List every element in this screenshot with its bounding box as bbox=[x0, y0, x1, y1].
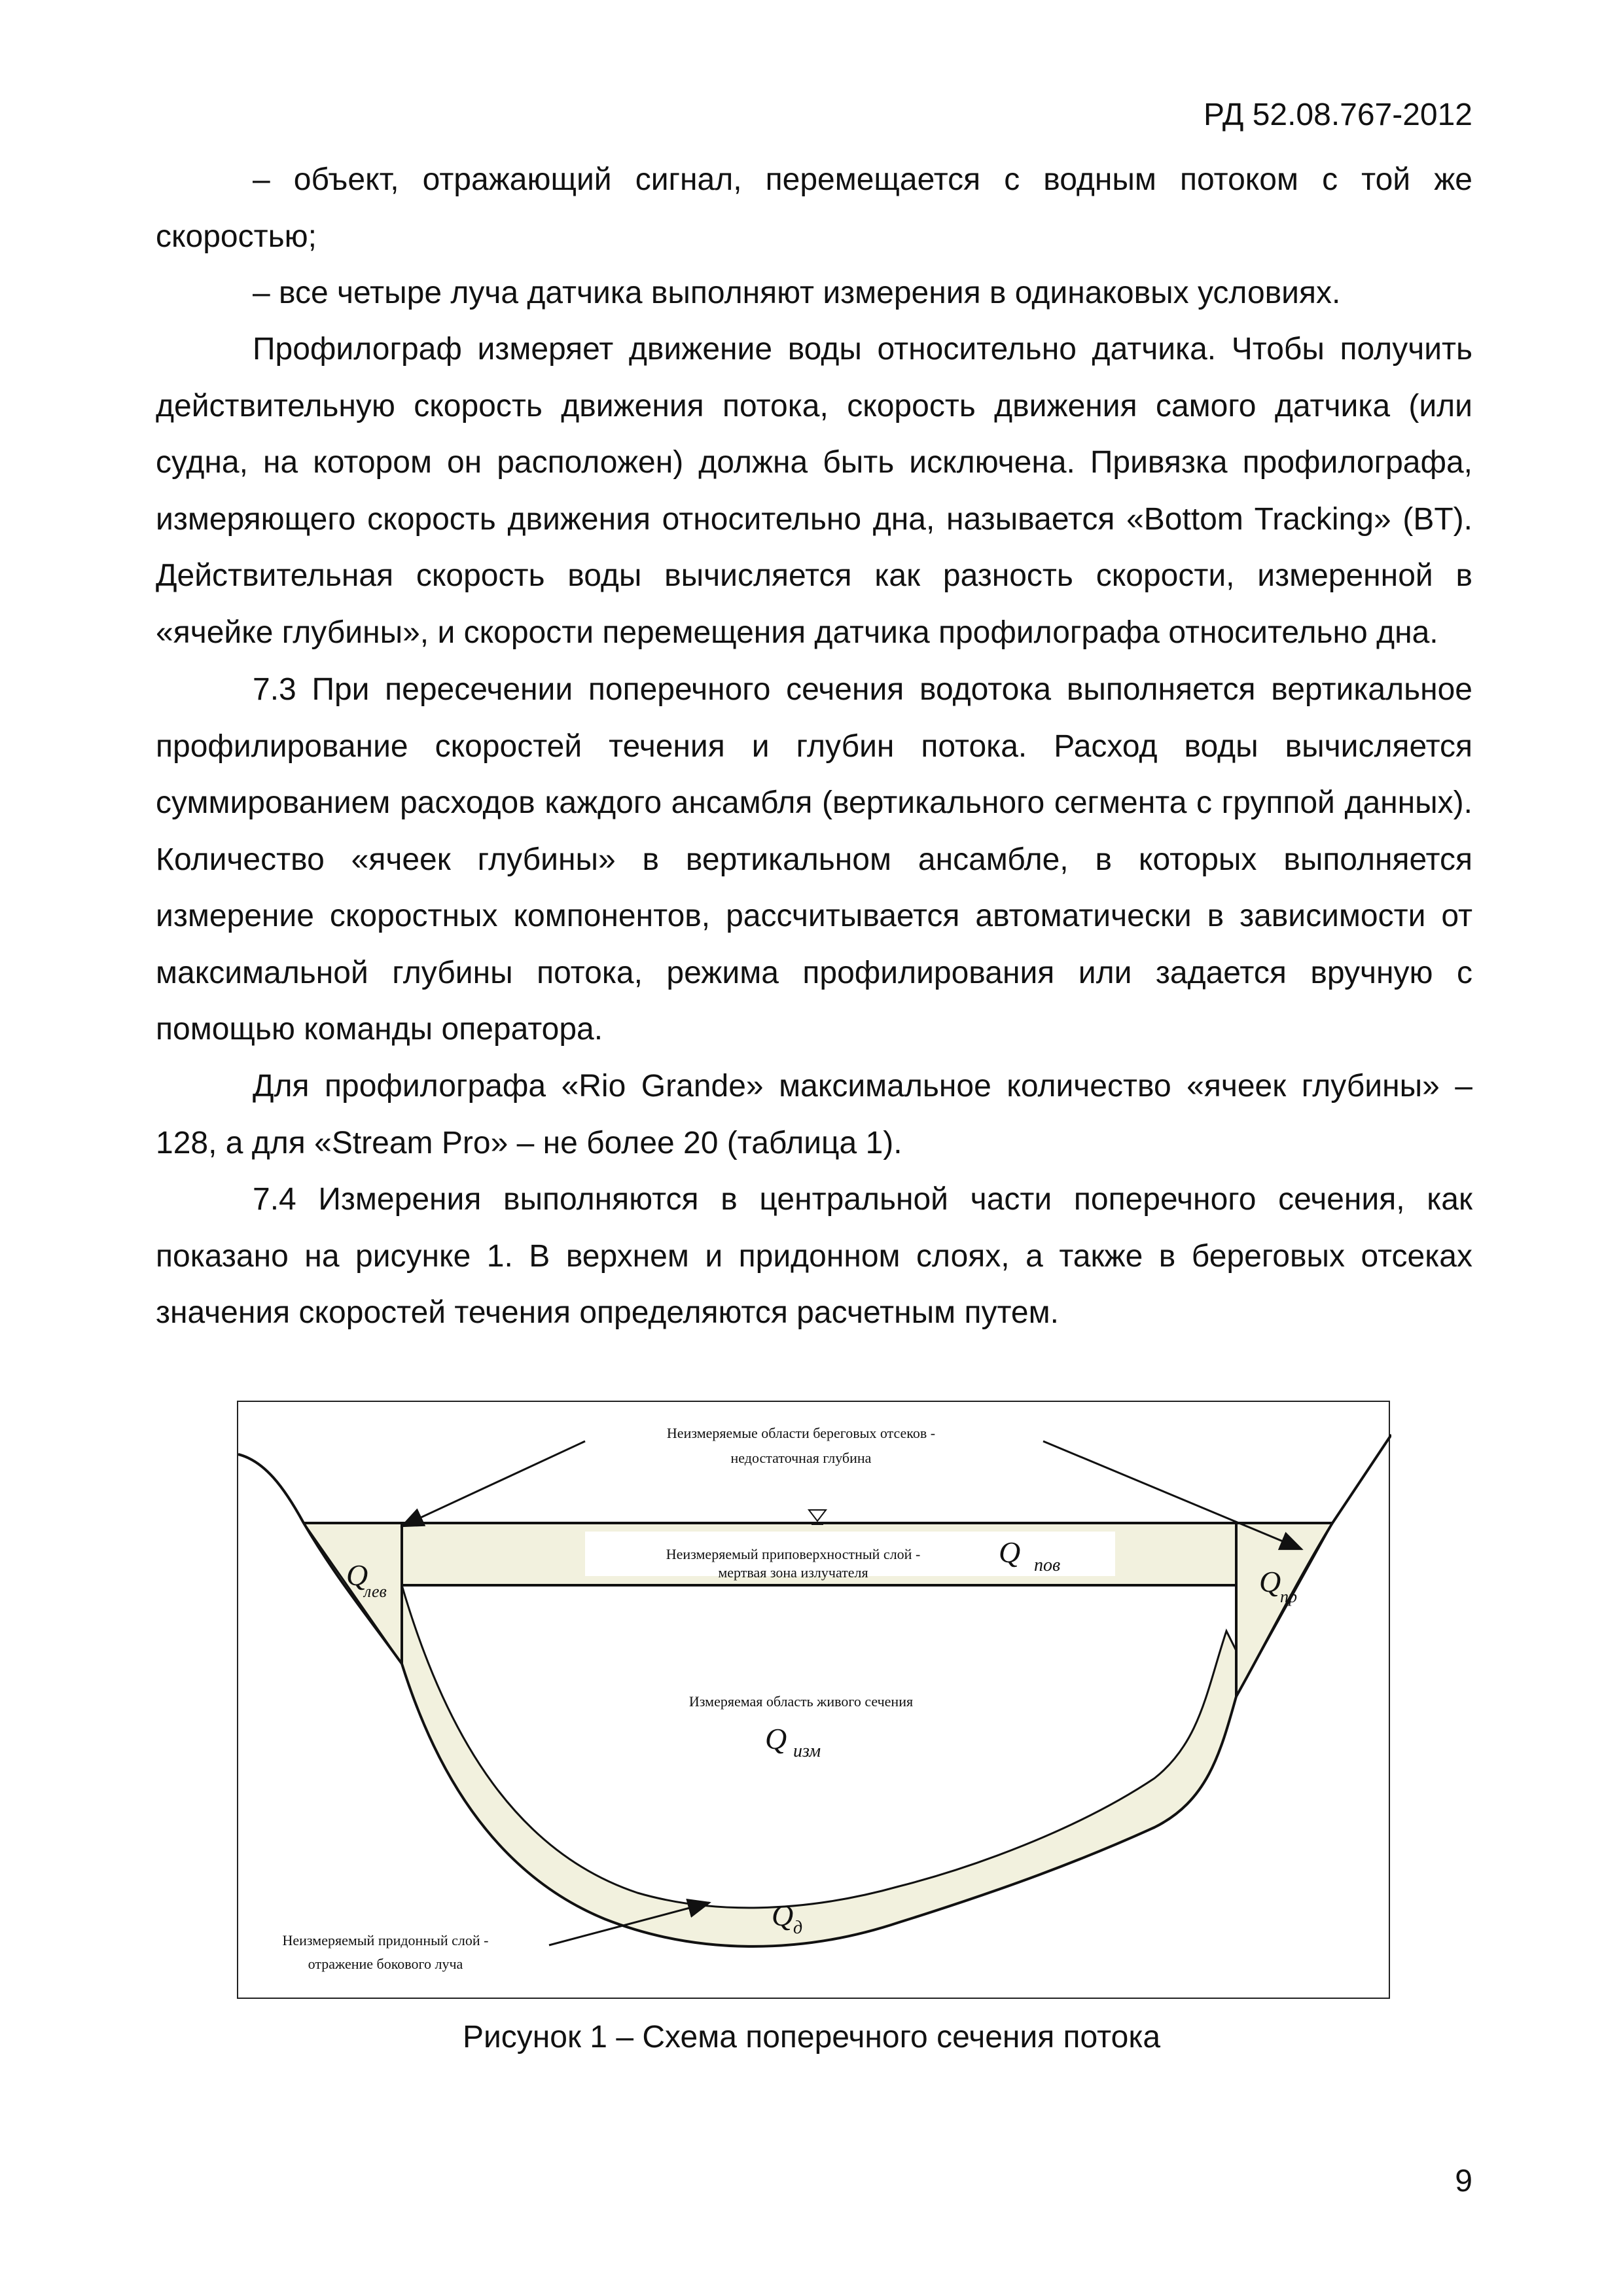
q-bottom-subscript: д bbox=[793, 1918, 803, 1938]
q-measured-symbol: Q bbox=[765, 1722, 787, 1755]
q-left-symbol: Q bbox=[346, 1558, 368, 1592]
page-number: 9 bbox=[1455, 2164, 1472, 2198]
paragraph-rio-grande: Для профилографа «Rio Grande» максимальное количество «ячеек глубины» – 128, а для «Stream Pro» – не более 20 (таблица 1). bbox=[156, 1069, 1472, 1160]
q-surface-symbol: Q bbox=[999, 1535, 1021, 1569]
paragraph-object-moves: – объект, отражающий сигнал, перемещается с водным потоком с той же скоростью; bbox=[156, 162, 1472, 254]
q-measured-subscript: изм bbox=[793, 1741, 821, 1761]
bank-areas-label-1: Неизмеряемые области береговых отсеков - bbox=[666, 1425, 936, 1441]
paragraph-bottom-tracking: Профилограф измеряет движение воды относительно датчика. Чтобы получить действительную скорость движения потока, скорость движения самого датчика (или судна, на котором он расположен) должна быть исключена. Привязка профилографа, измеряющего скорость движения относительно дна, называется «Bottom Tracking» (BT). Действительная скорость воды вычисляется как разность скорости, измеренной в «ячейке глубины», и скорости перемещения датчика профилографа относительно дна. bbox=[156, 332, 1472, 650]
surface-label-1: Неизмеряемый приповерхностный слой - bbox=[666, 1546, 921, 1562]
q-bottom-symbol: Q bbox=[772, 1899, 794, 1932]
q-right-subscript: пр bbox=[1280, 1587, 1297, 1606]
paragraph-7-4: 7.4 Измерения выполняются в центральной части поперечного сечения, как показано на рисунке 1. В верхнем и придонном слоях, а также в береговых отсеках значения скоростей течения определяются расчетным путем. bbox=[156, 1182, 1472, 1330]
figure-caption: Рисунок 1 – Схема поперечного сечения потока bbox=[462, 2020, 1161, 2054]
bank-areas-label-2: недостаточная глубина bbox=[730, 1450, 872, 1466]
surface-label-2: мертвая зона излучателя bbox=[718, 1564, 868, 1581]
paragraph-7-3: 7.3 При пересечении поперечного сечения водотока выполняется вертикальное профилирование скоростей течения и глубин потока. Расход воды вычисляется суммированием расходов каждого ансамбля (вертикального сегмента с группой данных). Количество «ячеек глубины» в вертикальном ансамбле, в которых выполняется измерение скоростных компонентов, рассчитывается автоматически в зависимости от максимальной глубины потока, режима профилирования или задается вручную с помощью команды оператора. bbox=[156, 672, 1472, 1047]
bottom-layer-label-1: Неизмеряемый придонный слой - bbox=[282, 1932, 489, 1948]
bottom-layer-label-2: отражение бокового луча bbox=[308, 1956, 463, 1972]
q-surface-subscript: пов bbox=[1034, 1555, 1061, 1575]
q-right-symbol: Q bbox=[1259, 1565, 1281, 1598]
paragraph-four-beams: – все четыре луча датчика выполняют измерения в одинаковых условиях. bbox=[253, 276, 1341, 310]
measured-area-label: Измеряемая область живого сечения bbox=[688, 1693, 914, 1710]
cross-section-figure bbox=[237, 1401, 1390, 1999]
document-code: РД 52.08.767-2012 bbox=[1204, 98, 1472, 132]
bottom-layer-region bbox=[402, 1585, 1236, 1946]
water-level-icon bbox=[809, 1510, 826, 1521]
q-left-subscript: лев bbox=[364, 1582, 387, 1601]
